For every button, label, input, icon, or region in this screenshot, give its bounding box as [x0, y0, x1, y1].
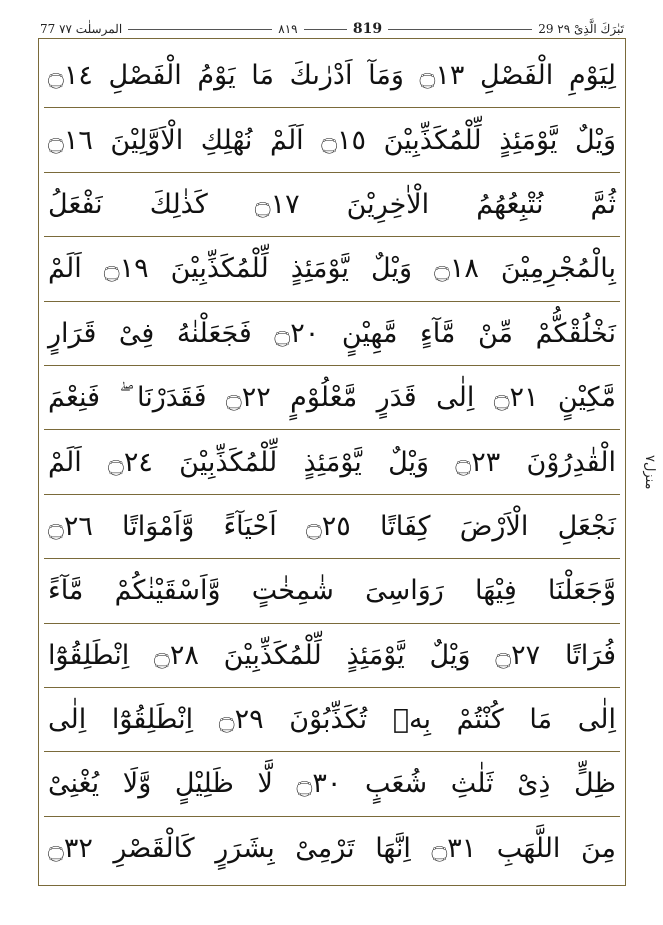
line-text: الْقٰدِرُوْنَ ۝٢٣ وَيْلٌ يَّوْمَئِذٍ لِّلْمُكَذِّبِيْنَ ۝٢٤ اَلَمْ: [48, 446, 617, 478]
line-text: نَخْلُقْكُّمْ مِّنْ مَّآءٍ مَّهِيْنٍ ۝٢٠ فَجَعَلْنٰهُ فِىْ قَرَارٍ: [48, 317, 616, 349]
text-line: [44, 173, 620, 237]
line-text: لِيَوْمِ الْفَصْلِ ۝١٣ وَمَآ اَدْرٰىكَ مَا يَوْمُ الْفَصْلِ ۝١٤: [48, 60, 616, 92]
line-text: مِنَ اللَّهَبِ ۝٣١ اِنَّهَا تَرْمِىْ بِشَرَرٍ كَالْقَصْرِ ۝٣٢: [48, 832, 616, 864]
text-line: [44, 108, 620, 172]
text-line: [44, 495, 620, 559]
text-line: [44, 624, 620, 688]
para-title: 29 تَبٰرَكَ الَّذِىْ ۲۹: [538, 22, 624, 36]
header-rule-left: [128, 29, 272, 30]
header-rule-right: [388, 29, 532, 30]
page-number-urdu: ۸۱۹: [278, 22, 298, 36]
line-text: بِالْمُجْرِمِيْنَ ۝١٨ وَيْلٌ يَّوْمَئِذٍ لِّلْمُكَذِّبِيْنَ ۝١٩ اَلَمْ: [48, 253, 616, 285]
text-line: [44, 237, 620, 301]
quran-text-block: [44, 44, 620, 880]
text-line: [44, 752, 620, 816]
line-text: ثُمَّ نُتْبِعُهُمُ الْاٰخِرِيْنَ ۝١٧ كَذٰلِكَ نَفْعَلُ: [48, 188, 616, 220]
page-number: 819: [352, 21, 383, 37]
line-text: نَجْعَلِ الْاَرْضَ كِفَاتًا ۝٢٥ اَحْيَآءً وَّاَمْوَاتًا ۝٢٦: [48, 510, 616, 542]
surah-title: 77 المرسلٰت ۷۷: [40, 22, 123, 36]
text-line: [44, 430, 620, 494]
line-text: مَّكِيْنٍ ۝٢١ اِلٰى قَدَرٍ مَّعْلُوْمٍ ۝٢٢ فَقَدَرْنَا ۖ فَنِعْمَ: [48, 381, 616, 413]
line-text: اِلٰى مَا كُنْتُمْ بِهٖ تُكَذِّبُوْنَ ۝٢٩ اِنْطَلِقُوْٓا اِلٰى: [48, 704, 616, 736]
text-line: [44, 559, 620, 623]
page-header: [40, 20, 624, 38]
line-text: وَّجَعَلْنَا فِيْهَا رَوَاسِىَ شٰمِخٰتٍ وَّاَسْقَيْنٰكُمْ مَّآءً: [48, 575, 616, 607]
line-text: ظِلٍّ ذِىْ ثَلٰثِ شُعَبٍ ۝٣٠ لَّا ظَلِيْلٍ وَّلَا يُغْنِىْ: [48, 768, 616, 800]
header-rule-mid: [304, 29, 347, 30]
text-line: [44, 44, 620, 108]
text-line: [44, 302, 620, 366]
text-line: [44, 817, 620, 880]
line-text: فُرَاتًا ۝٢٧ وَيْلٌ يَّوْمَئِذٍ لِّلْمُكَذِّبِيْنَ ۝٢٨ اِنْطَلِقُوْٓا: [48, 639, 616, 671]
text-line: [44, 366, 620, 430]
text-line: [44, 688, 620, 752]
manzil-label: منزل۷: [642, 454, 657, 490]
line-text: وَيْلٌ يَّوْمَئِذٍ لِّلْمُكَذِّبِيْنَ ۝١٥ اَلَمْ نُهْلِكِ الْاَوَّلِيْنَ ۝١٦: [48, 124, 616, 156]
